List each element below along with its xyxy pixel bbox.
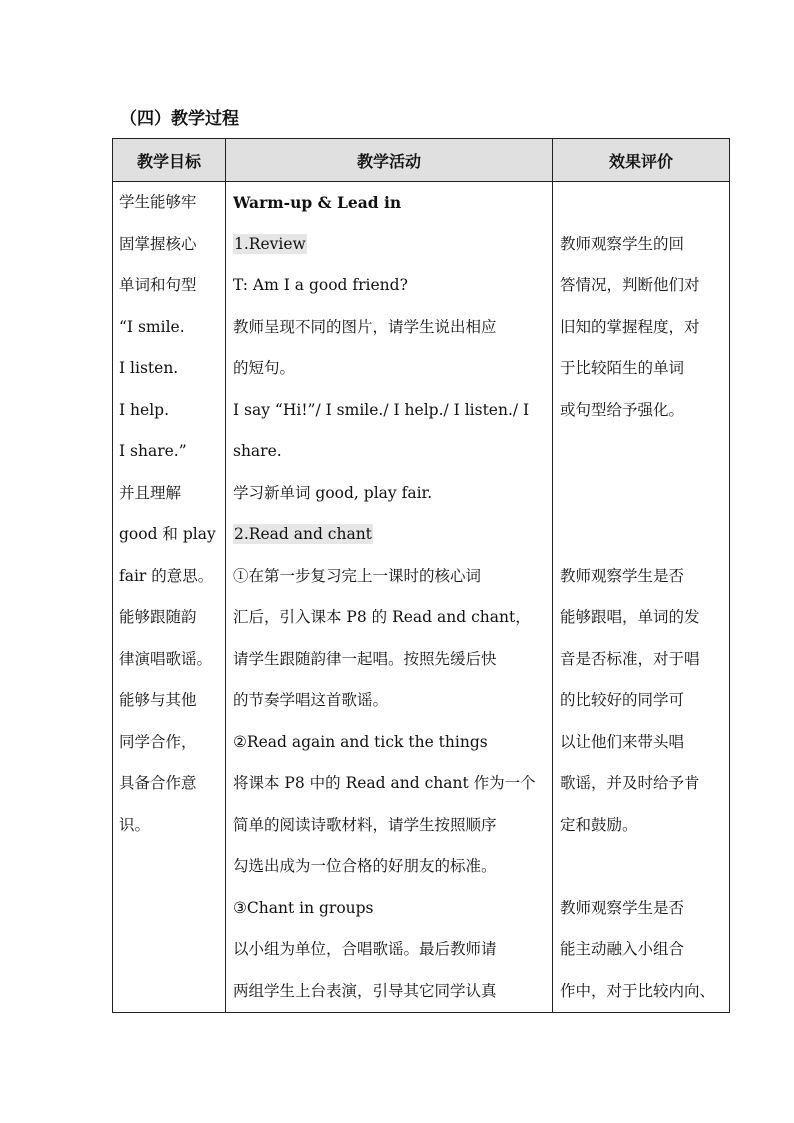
evaluation-line: 于比较陌生的单词 bbox=[560, 359, 685, 377]
goal-line: 能够与其他 bbox=[119, 691, 197, 709]
goal-line: good 和 play bbox=[119, 525, 216, 543]
activity-line: ②Read again and tick the things bbox=[233, 732, 488, 751]
evaluation-line: 答情况，判断他们对 bbox=[560, 276, 700, 294]
goal-line: 能够跟随韵 bbox=[119, 608, 197, 626]
evaluation-line: 教师观察学生的回 bbox=[560, 234, 685, 253]
goal-line: 并且理解 bbox=[119, 483, 182, 502]
goal-line: fair 的意思。 bbox=[119, 566, 214, 585]
activity-line: 两组学生上台表演，引导其它同学认真 bbox=[233, 981, 497, 1000]
goal-line: 识。 bbox=[119, 815, 151, 834]
goal-line: I help. bbox=[119, 400, 170, 419]
header-activities: 教学活动 bbox=[226, 139, 553, 182]
goal-line: 单词和句型 bbox=[119, 276, 197, 294]
activity-line: T: Am I a good friend? bbox=[233, 276, 408, 294]
evaluation-line: 能主动融入小组合 bbox=[560, 940, 685, 958]
goal-line: 同学合作， bbox=[119, 732, 197, 751]
activity-line: 请学生跟随韵律一起唱。按照先缓后快 bbox=[233, 649, 497, 668]
activity-line: 教师呈现不同的图片，请学生说出相应 bbox=[233, 317, 497, 336]
activity-subheading-chant: 2.Read and chant bbox=[234, 525, 372, 543]
header-goals: 教学目标 bbox=[113, 139, 226, 182]
evaluation-line: 教师观察学生是否 bbox=[560, 898, 685, 917]
evaluation-line: 以让他们来带头唱 bbox=[560, 732, 685, 751]
evaluation-line: 音是否标准，对于唱 bbox=[560, 649, 700, 668]
evaluation-line: 能够跟唱，单词的发 bbox=[560, 608, 700, 626]
table-row bbox=[113, 182, 730, 1013]
table-header-row bbox=[113, 139, 730, 182]
goal-line: 学生能够牢 bbox=[119, 193, 197, 211]
activity-line: 汇后，引入课本 P8 的 Read and chant， bbox=[233, 608, 531, 626]
activity-line: 的节奏学唱这首歌谣。 bbox=[233, 691, 389, 709]
activity-line: 简单的阅读诗歌材料，请学生按照顺序 bbox=[233, 815, 497, 834]
evaluation-line: 的比较好的同学可 bbox=[560, 691, 685, 709]
evaluation-line: 教师观察学生是否 bbox=[560, 566, 685, 585]
activity-subheading-review: 1.Review bbox=[234, 234, 306, 253]
evaluation-line bbox=[560, 182, 729, 224]
activity-heading: Warm-up & Lead in bbox=[233, 193, 402, 212]
evaluation-line: 旧知的掌握程度，对 bbox=[560, 317, 700, 336]
activity-line: 学习新单词 good, play fair. bbox=[233, 483, 433, 502]
activity-line: 以小组为单位，合唱歌谣。最后教师请 bbox=[233, 940, 497, 958]
activities-cell bbox=[226, 182, 553, 1013]
goals-cell bbox=[113, 182, 226, 1013]
evaluation-line bbox=[560, 846, 729, 888]
lesson-process-table bbox=[112, 138, 730, 1013]
evaluation-line: 定和鼓励。 bbox=[560, 815, 638, 834]
goal-line: I listen. bbox=[119, 359, 179, 377]
evaluation-line: 作中，对于比较内向、 bbox=[560, 981, 716, 1000]
evaluation-line: 歌谣，并及时给予肯 bbox=[560, 774, 700, 792]
activity-line: 勾选出成为一位合格的好朋友的标准。 bbox=[233, 857, 497, 875]
activity-line: I say “Hi!”/ I smile./ I help./ I listen./ I bbox=[233, 400, 530, 419]
goal-line: I share.” bbox=[119, 442, 187, 460]
goal-line: 固掌握核心 bbox=[119, 234, 197, 253]
evaluation-line: 或句型给予强化。 bbox=[560, 400, 685, 419]
activity-line: 将课本 P8 中的 Read and chant 作为一个 bbox=[233, 774, 536, 792]
goal-line: “I smile. bbox=[119, 317, 185, 336]
evaluation-line bbox=[560, 473, 729, 515]
section-title: （四）教学过程 bbox=[120, 109, 239, 129]
activity-line: ③Chant in groups bbox=[233, 898, 374, 917]
evaluation-cell bbox=[553, 182, 730, 1013]
header-evaluation: 效果评价 bbox=[553, 139, 730, 182]
evaluation-line bbox=[560, 514, 729, 556]
goal-line: 律演唱歌谣。 bbox=[119, 649, 213, 668]
activity-line: ①在第一步复习完上一课时的核心词 bbox=[233, 566, 482, 585]
evaluation-line bbox=[560, 431, 729, 473]
activity-line: 的短句。 bbox=[233, 359, 296, 377]
activity-line: share. bbox=[233, 442, 282, 460]
goal-line: 具备合作意 bbox=[119, 774, 197, 792]
